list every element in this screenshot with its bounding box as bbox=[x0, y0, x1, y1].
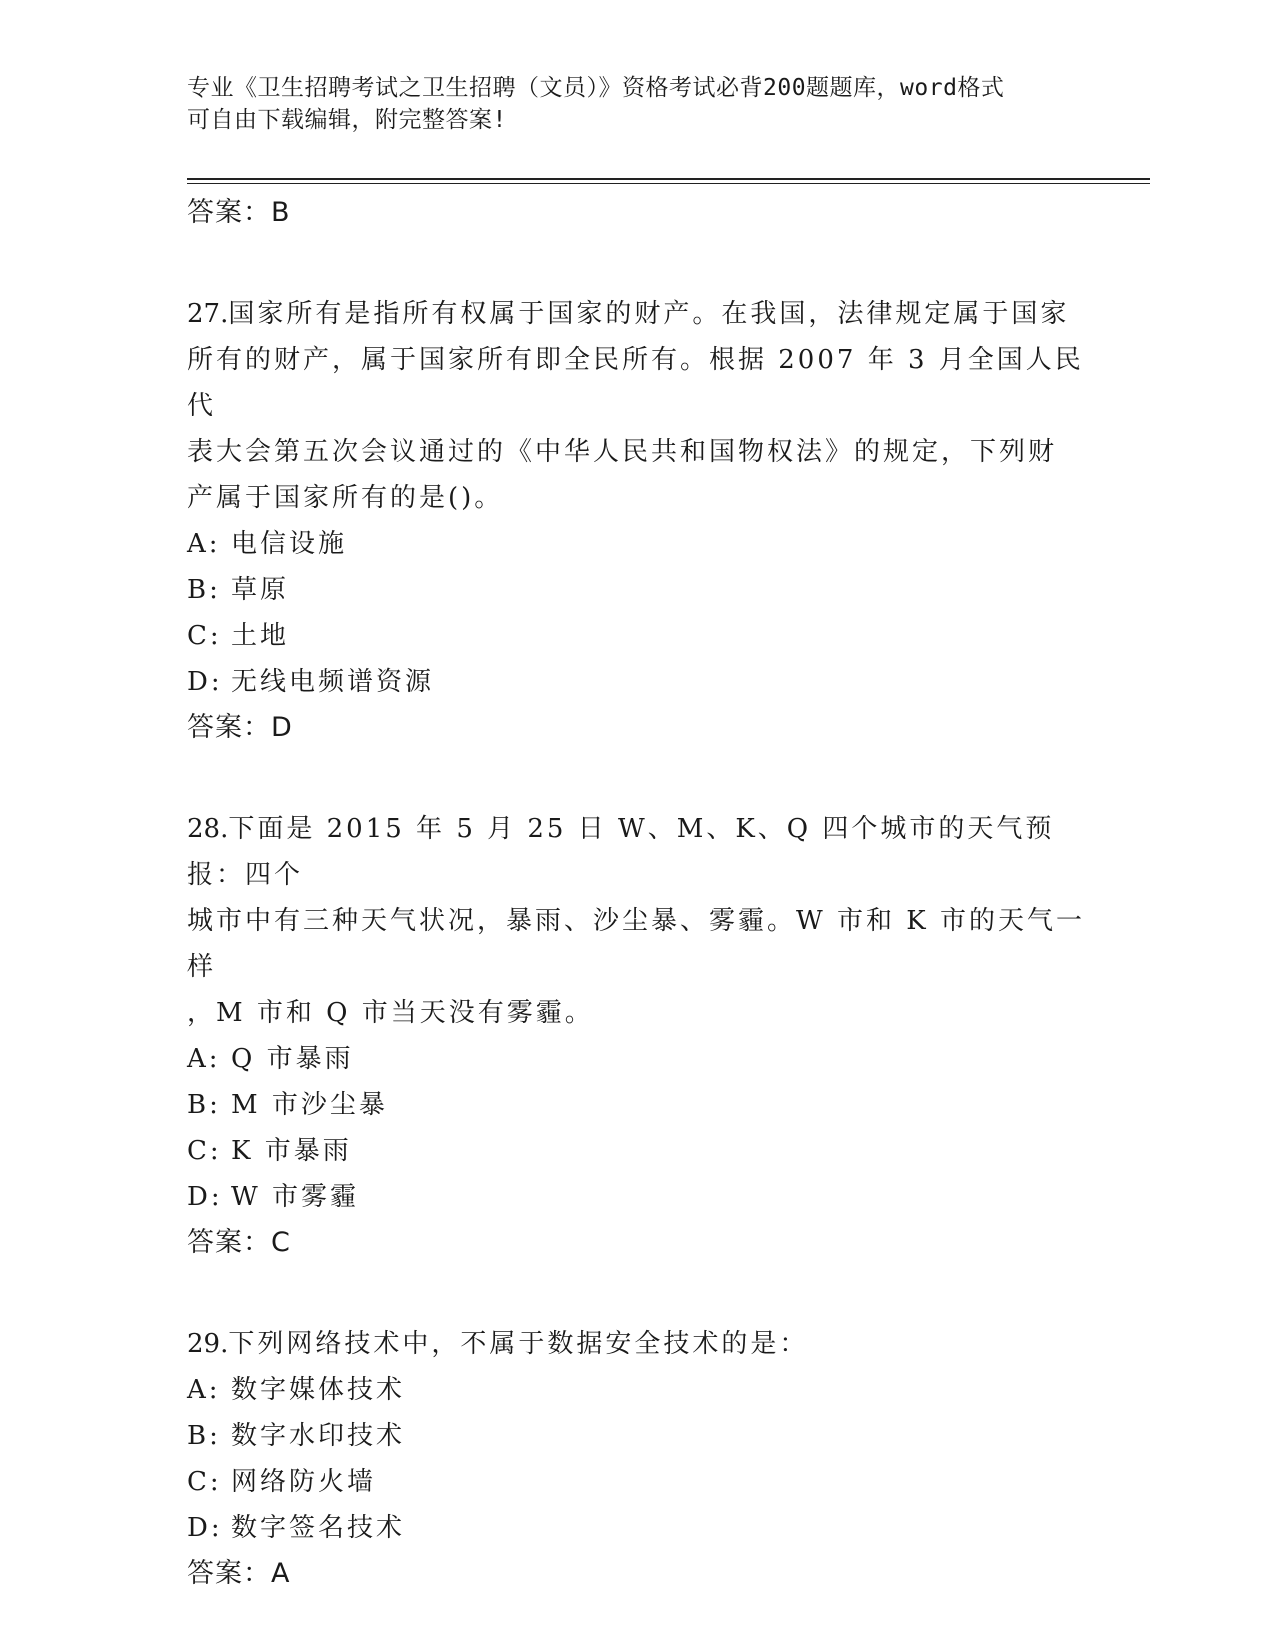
question-29 bbox=[187, 1321, 1087, 1597]
document-body bbox=[187, 190, 1087, 1597]
stem-line: 产属于国家所有的是()。 bbox=[187, 483, 504, 513]
answer-line: 答案：A bbox=[187, 1558, 291, 1589]
answer-previous-question: 答案：B bbox=[187, 197, 291, 228]
stem-line: 表大会第五次会议通过的《中华人民共和国物权法》的规定，下列财 bbox=[187, 437, 1058, 467]
header-divider bbox=[187, 178, 1150, 184]
option-d: D: 数字签名技术 bbox=[187, 1513, 406, 1543]
option-a: A: Q 市暴雨 bbox=[187, 1044, 354, 1074]
header-line-1: 专业《卫生招聘考试之卫生招聘（文员）》资格考试必背200题题库，word格式 bbox=[187, 75, 1005, 101]
stem-line: 27.国家所有是指所有权属于国家的财产。在我国，法律规定属于国家 bbox=[187, 299, 1070, 329]
stem-line: ，M 市和 Q 市当天没有雾霾。 bbox=[187, 998, 594, 1028]
option-d: D: W 市雾霾 bbox=[187, 1182, 359, 1212]
option-d: D: 无线电频谱资源 bbox=[187, 667, 435, 697]
question-28 bbox=[187, 806, 1087, 1266]
question-number: 28. bbox=[187, 814, 229, 844]
stem-line: 28.下面是 2015 年 5 月 25 日 W、M、K、Q 四个城市的天气预报：四个 bbox=[187, 814, 1055, 890]
question-stem bbox=[187, 806, 1087, 1036]
option-b: B: 草原 bbox=[187, 575, 290, 605]
answer-line: 答案：D bbox=[187, 712, 293, 743]
header-line-2: 可自由下载编辑，附完整答案! bbox=[187, 107, 507, 133]
page-header bbox=[187, 72, 1087, 136]
stem-line: 所有的财产，属于国家所有即全民所有。根据 2007 年 3 月全国人民代 bbox=[187, 345, 1084, 421]
stem-line: 城市中有三种天气状况，暴雨、沙尘暴、雾霾。W 市和 K 市的天气一样 bbox=[187, 906, 1085, 982]
question-27 bbox=[187, 291, 1087, 751]
option-a: A: 数字媒体技术 bbox=[187, 1375, 406, 1405]
option-c: C: 土地 bbox=[187, 621, 290, 651]
option-c: C: 网络防火墙 bbox=[187, 1467, 377, 1497]
answer-line: 答案：C bbox=[187, 1227, 291, 1258]
question-number: 27. bbox=[187, 299, 229, 329]
option-c: C: K 市暴雨 bbox=[187, 1136, 352, 1166]
question-number: 29. bbox=[187, 1329, 229, 1359]
question-stem bbox=[187, 291, 1087, 521]
option-b: B: M 市沙尘暴 bbox=[187, 1090, 388, 1120]
option-a: A: 电信设施 bbox=[187, 529, 348, 559]
stem-line: 29.下列网络技术中，不属于数据安全技术的是： bbox=[187, 1329, 809, 1359]
option-b: B: 数字水印技术 bbox=[187, 1421, 406, 1451]
question-stem bbox=[187, 1321, 1087, 1367]
